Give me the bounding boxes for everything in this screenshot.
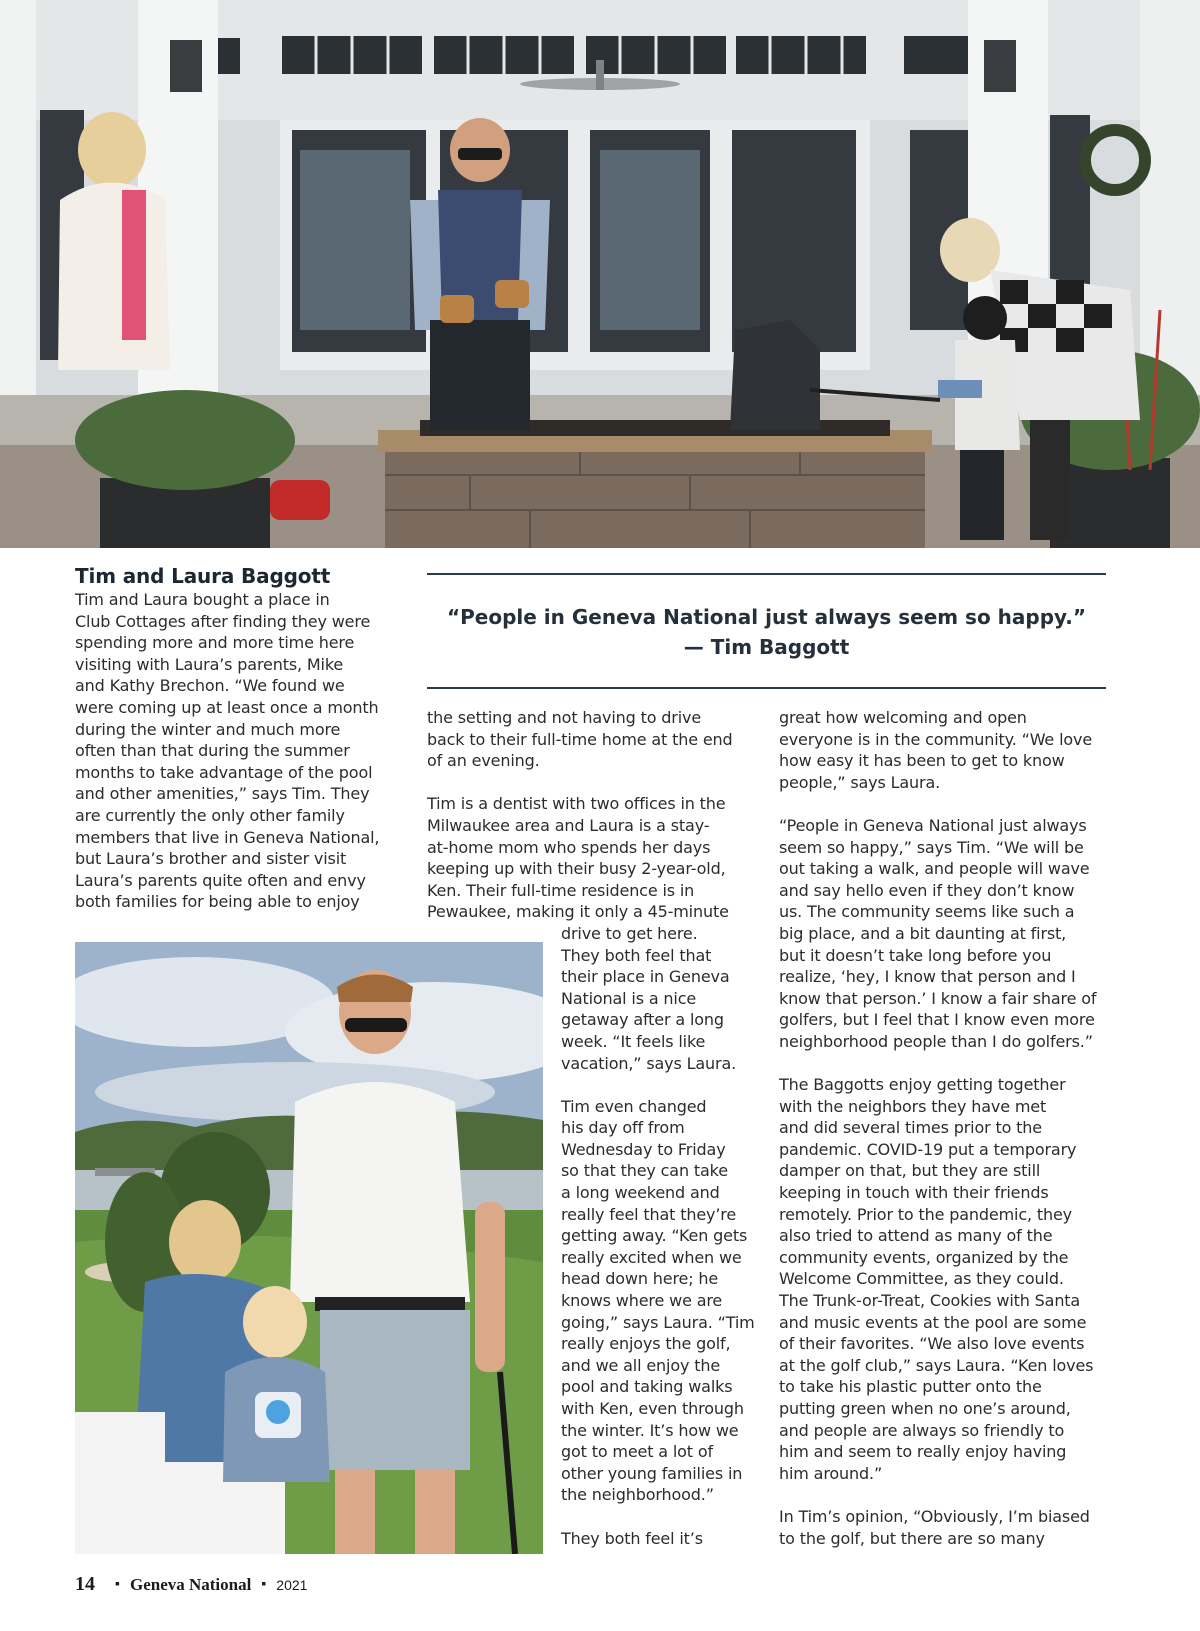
article-paragraph: Tim is a dentist with two offices in the Milwaukee area and Laura is a stay- at-home mom who spends her days keeping up with their busy 2-year-old, Ken. Their full-time residence is in Pewaukee, making it only a 45-minute: [427, 794, 729, 922]
pull-quote-text: “People in Geneva National just always seem so happy.”: [447, 605, 1086, 629]
article-paragraph: “People in Geneva National just always seem so happy,” says Tim. “We will be out taking a walk, and people will wave and say hello even if they don’t know us. The community seems like such a big place, and a bit daunting at first, but it doesn’t take long before you realize, ‘hey, I know that person and I know that person.’ I know a fair share of golfers, but I feel that I know even more neighborhood people than I do golfers.”: [779, 815, 1097, 1051]
article-paragraph: In Tim’s opinion, “Obviously, I’m biased to the golf, but there are so many: [779, 1506, 1090, 1548]
page-number: 14: [75, 1573, 95, 1595]
separator-square-icon: ▪: [115, 1577, 120, 1592]
separator-square-icon: ▪: [261, 1577, 267, 1592]
article-paragraph: the setting and not having to drive back to their full-time home at the end of an evening.: [427, 708, 733, 771]
page-footer: [75, 1573, 307, 1596]
article-paragraph: Tim and Laura bought a place in Club Cottages after finding they were spending more and more time here visiting with Laura’s parents, Mike and Kathy Brechon. “We found we were coming up at least once a month during the winter and much more often than that during the summer months to take advantage of the pool and other amenities,” says Tim. They are currently the only other family members that live in Geneva National, but Laura’s brother and sister visit Laura’s parents quite often and envy both families for being able to enjoy: [75, 590, 380, 912]
article-column-3: [779, 707, 1114, 1549]
article-paragraph: drive to get here. They both feel that their place in Geneva National is a nice getaway after a long week. “It feels like vacation,” says Laura.: [561, 923, 737, 1073]
family-golf-course-photo: [75, 942, 543, 1554]
pull-quote-attribution: — Tim Baggott: [683, 635, 850, 659]
article-paragraph: great how welcoming and open everyone is in the community. “We love how easy it has been to get to know people,” says Laura.: [779, 708, 1093, 792]
pull-quote: [427, 573, 1106, 689]
issue-year: 2021: [276, 1577, 308, 1593]
magazine-name: Geneva National: [129, 1575, 252, 1594]
article-heading: Tim and Laura Baggott: [75, 564, 331, 588]
porch-fire-pit-photo: [0, 0, 1200, 548]
article-paragraph: The Baggotts enjoy getting together with the neighbors they have met and did several times prior to the pandemic. COVID-19 put a temporary damper on that, but they are still keeping in touch with their friends remotely. Prior to the pandemic, they also tried to attend as many of the community events, organized by the Welcome Committee, as they could. The Trunk-or-Treat, Cookies with Santa and music events at the pool are some of their favorites. “We also love events at the golf club,” says Laura. “Ken loves to take his plastic putter onto the putting green when no one’s around, and people are always so friendly to him and seem to really enjoy having him around.”: [779, 1075, 1094, 1483]
article-column-1: [75, 563, 405, 913]
article-paragraph: They both feel it’s: [561, 1528, 703, 1548]
article-paragraph: Tim even changed his day off from Wednesday to Friday so that they can take a long weekend and really feel that they’re getting away. “Ken gets really excited when we head down here; he knows where we are going,” says Laura. “Tim really enjoys the golf, and we all enjoy the pool and taking walks with Ken, even through the winter. It’s how we got to meet a lot of other young families in the neighborhood.”: [561, 1096, 755, 1505]
